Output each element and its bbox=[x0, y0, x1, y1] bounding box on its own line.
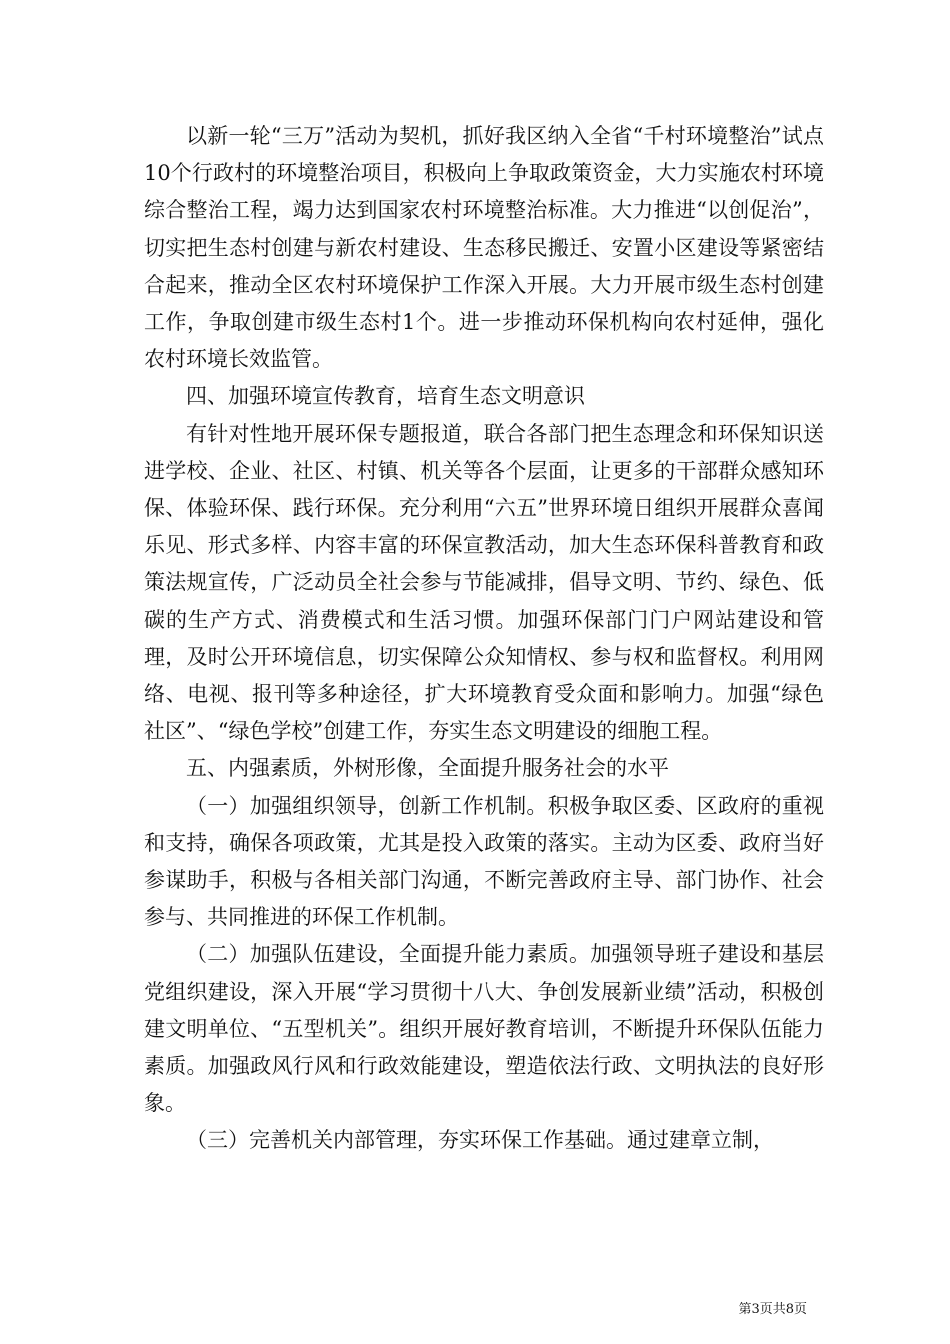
paragraph-publicity-education: 有针对性地开展环保专题报道，联合各部门把生态理念和环保知识送进学校、企业、社区、村镇、机关等各个层面，让更多的干部群众感知环保、体验环保、践行环保。充分利用“六五”世界环境日组织开展群众喜闻乐见、形式多样、内容丰富的环保宣教活动，加大生态环保科普教育和政策法规宣传，广泛动员全社会参与节能减排，倡导文明、节约、绿色、低碳的生产方式、消费模式和生活习惯。加强环保部门门户网站建设和管理，及时公开环境信息，切实保障公众知情权、参与权和监督权。利用网络、电视、报刊等多种途径，扩大环境教育受众面和影响力。加强“绿色社区”、“绿色学校”创建工作，夯实生态文明建设的细胞工程。 bbox=[144, 421, 824, 744]
page-number-footer: 第3页共8页 bbox=[738, 1302, 807, 1317]
section-heading-five: 五、内强素质，外树形像，全面提升服务社会的水平 bbox=[186, 756, 669, 781]
body-text bbox=[144, 118, 824, 1160]
paragraph-rural-environment: 以新一轮“三万”活动为契机，抓好我区纳入全省“千村环境整治”试点10个行政村的环境整治项目，积极向上争取政策资金，大力实施农村环境综合整治工程，竭力达到国家农村环境整治标准。大力推进“以创促治”，切实把生态村创建与新农村建设、生态移民搬迁、安置小区建设等紧密结合起来，推动全区农村环境保护工作深入开展。大力开展市级生态村创建工作，争取创建市级生态村1个。进一步推动环保机构向农村延伸，强化农村环境长效监管。 bbox=[144, 124, 824, 372]
section-heading-four: 四、加强环境宣传教育，培育生态文明意识 bbox=[186, 384, 585, 409]
paragraph-team-building: （二）加强队伍建设，全面提升能力素质。加强领导班子建设和基层党组织建设，深入开展“学习贯彻十八大、争创发展新业绩”活动，积极创建文明单位、“五型机关”。组织开展好教育培训，不断提升环保队伍能力素质。加强政风行风和行政效能建设，塑造依法行政、文明执法的良好形象。 bbox=[144, 942, 824, 1116]
paragraph-organization-leadership: （一）加强组织领导，创新工作机制。积极争取区委、区政府的重视和支持，确保各项政策，尤其是投入政策的落实。主动为区委、政府当好参谋助手，积极与各相关部门沟通，不断完善政府主导、部门协作、社会参与、共同推进的环保工作机制。 bbox=[144, 793, 824, 930]
paragraph-internal-management: （三）完善机关内部管理，夯实环保工作基础。通过建章立制， bbox=[186, 1128, 774, 1153]
